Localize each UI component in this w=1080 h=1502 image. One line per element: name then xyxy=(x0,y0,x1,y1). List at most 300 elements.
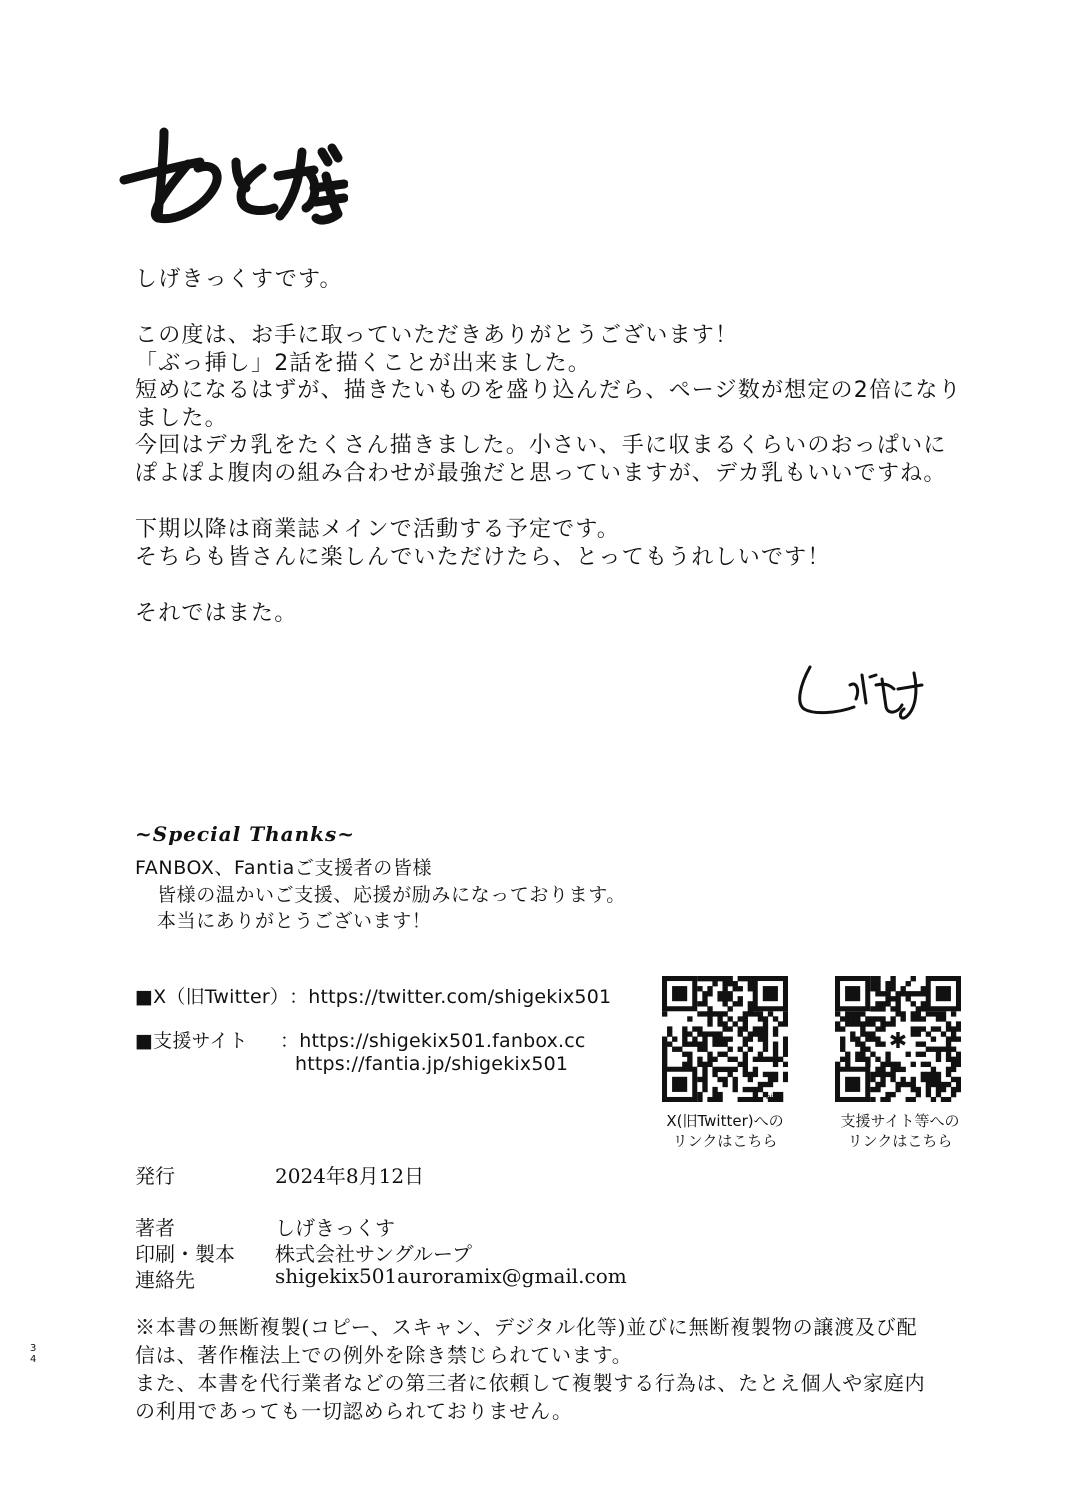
qr-module xyxy=(743,1021,748,1026)
qr-module xyxy=(697,1047,702,1052)
qr-module xyxy=(748,1031,753,1036)
qr-module xyxy=(743,1042,748,1047)
qr-module xyxy=(911,1082,916,1087)
qr-module xyxy=(860,1057,865,1062)
qr-module xyxy=(722,1042,727,1047)
qr-module xyxy=(936,1057,941,1062)
qr-module xyxy=(717,996,722,1001)
qr-module xyxy=(667,1031,672,1036)
qr-module xyxy=(738,986,743,991)
qr-module xyxy=(946,1072,951,1077)
qr-module xyxy=(880,1082,885,1087)
qr-module xyxy=(662,1052,667,1057)
qr-module xyxy=(702,1077,707,1082)
qr-module xyxy=(875,1057,880,1062)
qr-module xyxy=(901,986,906,991)
qr-module xyxy=(890,996,895,1001)
qr-module xyxy=(697,1077,702,1082)
qr-module xyxy=(951,1026,956,1031)
qr-module xyxy=(722,1011,727,1016)
qr-module xyxy=(662,1062,667,1067)
qr-module xyxy=(906,996,911,1001)
special-thanks-title: ~Special Thanks~ xyxy=(135,822,356,846)
qr-module xyxy=(911,1077,916,1082)
greeting-line: しげきっくすです。 xyxy=(135,267,343,292)
qr-module xyxy=(916,1006,921,1011)
qr-module xyxy=(946,1042,951,1047)
qr-module xyxy=(946,1067,951,1072)
qr-module xyxy=(951,1062,956,1067)
qr-module xyxy=(926,1087,931,1092)
message-line: 「ぶっ挿し」2話を描くことが出来ました。 xyxy=(135,350,591,376)
qr-module xyxy=(895,1011,900,1016)
qr-module xyxy=(783,1072,788,1077)
notice-line: また、本書を代行業者などの第三者に依頼して複製する行為は、たとえ個人や家庭内 xyxy=(135,1371,926,1395)
qr-module xyxy=(712,1067,717,1072)
qr-module xyxy=(926,1031,931,1036)
qr-finder-pattern xyxy=(928,979,958,1009)
qr-module xyxy=(951,1047,956,1052)
qr-module xyxy=(880,1016,885,1021)
qr-module xyxy=(890,986,895,991)
qr-module xyxy=(697,1097,702,1102)
qr-module xyxy=(743,1097,748,1102)
qr-module xyxy=(890,1006,895,1011)
qr-module xyxy=(936,1087,941,1092)
message-line: 短めになるはずが、描きたいものを盛り込んだら、ページ数が想定の2倍になり xyxy=(135,378,962,403)
qr-module xyxy=(692,1036,697,1041)
qr-module xyxy=(870,1021,875,1026)
page-number xyxy=(30,1343,36,1365)
qr-module xyxy=(763,1082,768,1087)
qr-module xyxy=(667,1026,672,1031)
qr-module xyxy=(728,1057,733,1062)
message-line: この度は、お手に取っていただきありがとうございます！ xyxy=(135,323,739,348)
qr-module xyxy=(875,986,880,991)
qr-module xyxy=(712,1092,717,1097)
qr-module xyxy=(768,1072,773,1077)
qr-module xyxy=(895,1062,900,1067)
qr-module xyxy=(707,986,712,991)
qr-module xyxy=(875,1026,880,1031)
qr-module xyxy=(936,1016,941,1021)
qr-module xyxy=(697,1057,702,1062)
qr-module xyxy=(936,1026,941,1031)
qr-module xyxy=(951,1011,956,1016)
qr-module xyxy=(951,1067,956,1072)
qr-module xyxy=(835,1062,840,1067)
qr-module xyxy=(941,1031,946,1036)
qr-module xyxy=(860,1026,865,1031)
qr-module xyxy=(951,1087,956,1092)
qr-module xyxy=(956,1036,961,1041)
qr-module xyxy=(845,1011,850,1016)
qr-module xyxy=(738,1031,743,1036)
qr-module xyxy=(773,1077,778,1082)
qr-module xyxy=(880,1077,885,1082)
qr-module xyxy=(707,1052,712,1057)
qr-module xyxy=(926,1077,931,1082)
qr-module xyxy=(941,1047,946,1052)
qr-module xyxy=(921,1016,926,1021)
qr-module xyxy=(885,1001,890,1006)
qr-module xyxy=(768,1082,773,1087)
qr-module xyxy=(850,1031,855,1036)
qr-module xyxy=(778,1021,783,1026)
qr-module xyxy=(722,986,727,991)
qr-module xyxy=(895,1087,900,1092)
qr-module xyxy=(682,1026,687,1031)
qr-module xyxy=(748,981,753,986)
qr-module xyxy=(758,1052,763,1057)
qr-module xyxy=(733,1082,738,1087)
qr-module xyxy=(941,1011,946,1016)
qr-module xyxy=(911,991,916,996)
qr-module xyxy=(753,1026,758,1031)
qr-module xyxy=(717,1052,722,1057)
qr-module xyxy=(748,986,753,991)
qr-module xyxy=(911,1087,916,1092)
qr-module xyxy=(712,1011,717,1016)
qr-module xyxy=(916,1026,921,1031)
qr-module xyxy=(835,1021,840,1026)
qr-module xyxy=(758,1036,763,1041)
qr-module xyxy=(743,1052,748,1057)
qr-code-image xyxy=(662,976,788,1102)
qr-caption-line: リンクはこちら xyxy=(672,1132,778,1150)
qr-module xyxy=(738,976,743,981)
qr-module xyxy=(926,1082,931,1087)
message-line: ました。 xyxy=(135,405,228,431)
qr-module xyxy=(783,1047,788,1052)
qr-module xyxy=(901,1067,906,1072)
qr-caption-line: 支援サイト等への xyxy=(840,1112,960,1130)
qr-code-support[interactable] xyxy=(835,976,961,1106)
qr-module xyxy=(707,1062,712,1067)
qr-module xyxy=(921,1072,926,1077)
qr-module xyxy=(885,1021,890,1026)
qr-module xyxy=(865,1062,870,1067)
qr-module xyxy=(916,1011,921,1016)
qr-module xyxy=(707,1057,712,1062)
qr-module xyxy=(911,1016,916,1021)
notice-line: 信は、著作権法上での例外を除き禁じられています。 xyxy=(135,1343,633,1367)
qr-module xyxy=(840,1016,845,1021)
qr-module xyxy=(717,1036,722,1041)
qr-module xyxy=(885,1057,890,1062)
qr-module xyxy=(895,991,900,996)
qr-module xyxy=(946,1097,951,1102)
qr-module xyxy=(773,1072,778,1077)
qr-module xyxy=(733,1067,738,1072)
qr-module xyxy=(906,1097,911,1102)
qr-module xyxy=(707,1097,712,1102)
qr-module xyxy=(697,1026,702,1031)
qr-module xyxy=(946,1057,951,1062)
qr-finder-pattern xyxy=(838,1069,868,1099)
qr-module xyxy=(763,1042,768,1047)
x-link-url[interactable]: ：https://twitter.com/shigekix501 xyxy=(289,986,612,1008)
qr-module xyxy=(748,976,753,981)
qr-module xyxy=(956,1082,961,1087)
qr-module xyxy=(951,1077,956,1082)
qr-module xyxy=(702,1042,707,1047)
qr-module xyxy=(728,1016,733,1021)
qr-module xyxy=(728,1036,733,1041)
qr-module xyxy=(890,1092,895,1097)
qr-module xyxy=(743,976,748,981)
qr-module xyxy=(717,1011,722,1016)
qr-module xyxy=(911,1001,916,1006)
qr-module xyxy=(702,1067,707,1072)
qr-module xyxy=(931,1082,936,1087)
qr-module xyxy=(855,1036,860,1041)
qr-module xyxy=(748,1077,753,1082)
qr-module xyxy=(783,1062,788,1067)
qr-module xyxy=(880,1097,885,1102)
qr-module xyxy=(717,1077,722,1082)
qr-finder-pattern xyxy=(755,979,785,1009)
qr-module xyxy=(662,1011,667,1016)
qr-module xyxy=(890,1021,895,1026)
qr-module xyxy=(697,1042,702,1047)
support-link-url[interactable]: https://fantia.jp/shigekix501 xyxy=(295,1053,569,1075)
qr-caption-support xyxy=(820,1111,980,1151)
qr-module xyxy=(875,1042,880,1047)
qr-module xyxy=(875,1072,880,1077)
qr-module xyxy=(712,1057,717,1062)
qr-module xyxy=(743,1016,748,1021)
qr-module xyxy=(763,1031,768,1036)
qr-module xyxy=(682,1031,687,1036)
qr-module xyxy=(926,1072,931,1077)
qr-module xyxy=(748,1072,753,1077)
qr-module xyxy=(728,1047,733,1052)
support-link-url[interactable]: ：https://shigekix501.fanbox.cc xyxy=(280,1030,586,1052)
qr-module xyxy=(860,1011,865,1016)
qr-module xyxy=(921,1052,926,1057)
qr-code-x[interactable] xyxy=(662,976,788,1106)
qr-module xyxy=(840,1057,845,1062)
qr-module xyxy=(712,976,717,981)
qr-module xyxy=(860,1031,865,1036)
author-name: しげきっくす xyxy=(275,1216,395,1240)
qr-module xyxy=(697,1062,702,1067)
qr-module xyxy=(845,1062,850,1067)
qr-module xyxy=(722,1026,727,1031)
qr-module xyxy=(722,1036,727,1041)
author-signature xyxy=(790,655,940,734)
qr-module xyxy=(702,1072,707,1077)
qr-module xyxy=(697,1092,702,1097)
qr-module xyxy=(707,976,712,981)
qr-module xyxy=(946,1026,951,1031)
qr-module xyxy=(717,1016,722,1021)
qr-module xyxy=(768,1057,773,1062)
qr-caption-line: リンクはこちら xyxy=(847,1132,953,1150)
notice-line: の利用であっても一切認められておりません。 xyxy=(135,1399,573,1423)
qr-module xyxy=(895,1001,900,1006)
qr-module xyxy=(870,1016,875,1021)
qr-module xyxy=(697,1031,702,1036)
qr-module xyxy=(850,1036,855,1041)
qr-module xyxy=(722,996,727,1001)
qr-module xyxy=(911,1026,916,1031)
qr-module xyxy=(936,1052,941,1057)
qr-module xyxy=(936,1082,941,1087)
qr-module xyxy=(773,1026,778,1031)
qr-module xyxy=(951,1092,956,1097)
qr-module xyxy=(662,1042,667,1047)
qr-module xyxy=(921,1026,926,1031)
qr-module xyxy=(855,1021,860,1026)
qr-module xyxy=(728,1026,733,1031)
qr-module xyxy=(687,1052,692,1057)
qr-module xyxy=(758,1057,763,1062)
qr-module xyxy=(682,1042,687,1047)
qr-module xyxy=(906,991,911,996)
qr-module xyxy=(722,1052,727,1057)
qr-module xyxy=(743,1036,748,1041)
qr-module xyxy=(758,1031,763,1036)
qr-module xyxy=(855,1016,860,1021)
qr-module xyxy=(783,1011,788,1016)
contact-email[interactable]: shigekix501auroramix@gmail.com xyxy=(275,1264,627,1288)
qr-module xyxy=(895,1082,900,1087)
qr-module xyxy=(702,1031,707,1036)
qr-module xyxy=(855,1057,860,1062)
qr-module xyxy=(758,1026,763,1031)
qr-module xyxy=(753,1011,758,1016)
qr-module xyxy=(865,1031,870,1036)
qr-module xyxy=(733,1021,738,1026)
qr-module xyxy=(773,1062,778,1067)
qr-module xyxy=(860,1042,865,1047)
qr-module xyxy=(682,1062,687,1067)
qr-module xyxy=(773,1052,778,1057)
qr-module xyxy=(926,1011,931,1016)
qr-module xyxy=(870,1077,875,1082)
qr-module xyxy=(870,1036,875,1041)
closing-line: それではまた。 xyxy=(135,601,298,626)
qr-module xyxy=(763,1016,768,1021)
qr-module xyxy=(870,1006,875,1011)
qr-module xyxy=(936,1011,941,1016)
qr-module xyxy=(921,986,926,991)
qr-module xyxy=(890,1016,895,1021)
qr-module xyxy=(875,1067,880,1072)
qr-module xyxy=(860,1052,865,1057)
qr-module xyxy=(916,1052,921,1057)
qr-module xyxy=(951,1031,956,1036)
qr-module xyxy=(926,1092,931,1097)
qr-module xyxy=(941,1087,946,1092)
qr-module xyxy=(875,991,880,996)
qr-module xyxy=(682,1036,687,1041)
qr-module xyxy=(865,1016,870,1021)
qr-module xyxy=(758,1016,763,1021)
afterword-handwriting xyxy=(118,118,348,238)
qr-module xyxy=(707,1031,712,1036)
qr-module xyxy=(906,981,911,986)
qr-module xyxy=(702,1011,707,1016)
qr-module xyxy=(911,976,916,981)
qr-module xyxy=(733,1077,738,1082)
plans-line: 下期以降は商業誌メインで活動する予定です。 xyxy=(135,517,621,542)
qr-module xyxy=(702,1087,707,1092)
qr-module xyxy=(743,1062,748,1067)
qr-module xyxy=(733,1057,738,1062)
qr-caption-line: X(旧Twitter)への xyxy=(666,1112,784,1130)
qr-module xyxy=(880,1001,885,1006)
author-label: 著者 xyxy=(135,1216,175,1240)
qr-module xyxy=(763,1021,768,1026)
qr-module xyxy=(880,1026,885,1031)
qr-module xyxy=(717,1021,722,1026)
signature-handwriting xyxy=(790,655,940,730)
qr-module xyxy=(743,1072,748,1077)
qr-module xyxy=(901,991,906,996)
qr-module xyxy=(763,1072,768,1077)
qr-module xyxy=(901,1077,906,1082)
qr-module xyxy=(936,1077,941,1082)
qr-module xyxy=(748,1087,753,1092)
qr-module xyxy=(840,1047,845,1052)
qr-module xyxy=(662,1036,667,1041)
qr-module xyxy=(956,1087,961,1092)
qr-module xyxy=(763,1047,768,1052)
qr-module xyxy=(717,1067,722,1072)
qr-module xyxy=(728,1072,733,1077)
qr-module xyxy=(880,1006,885,1011)
qr-module xyxy=(875,976,880,981)
qr-module xyxy=(692,1042,697,1047)
qr-module xyxy=(748,1047,753,1052)
qr-module xyxy=(743,1011,748,1016)
qr-finder-pattern xyxy=(665,1069,695,1099)
qr-module xyxy=(748,1011,753,1016)
qr-module xyxy=(890,1067,895,1072)
qr-module xyxy=(875,1016,880,1021)
qr-module xyxy=(697,1001,702,1006)
qr-module xyxy=(717,1042,722,1047)
support-link-label: ■支援サイト xyxy=(135,1030,248,1052)
qr-module xyxy=(707,1011,712,1016)
qr-module xyxy=(722,1001,727,1006)
qr-module xyxy=(702,1047,707,1052)
qr-module xyxy=(743,1026,748,1031)
afterword-title-logo xyxy=(118,118,348,242)
qr-module xyxy=(707,1016,712,1021)
qr-module xyxy=(707,991,712,996)
qr-module xyxy=(758,1087,763,1092)
qr-module xyxy=(936,1092,941,1097)
qr-module xyxy=(728,1067,733,1072)
qr-module xyxy=(921,1042,926,1047)
qr-module xyxy=(936,1047,941,1052)
qr-module xyxy=(951,1057,956,1062)
support-link-row xyxy=(135,1026,586,1053)
qr-module xyxy=(840,1042,845,1047)
qr-center-mark: ✱ xyxy=(888,1029,908,1054)
qr-module xyxy=(911,1062,916,1067)
qr-module xyxy=(921,1062,926,1067)
qr-module xyxy=(707,1006,712,1011)
plans-paragraph xyxy=(135,516,831,571)
qr-module xyxy=(911,1011,916,1016)
qr-module xyxy=(728,976,733,981)
qr-module xyxy=(733,1001,738,1006)
